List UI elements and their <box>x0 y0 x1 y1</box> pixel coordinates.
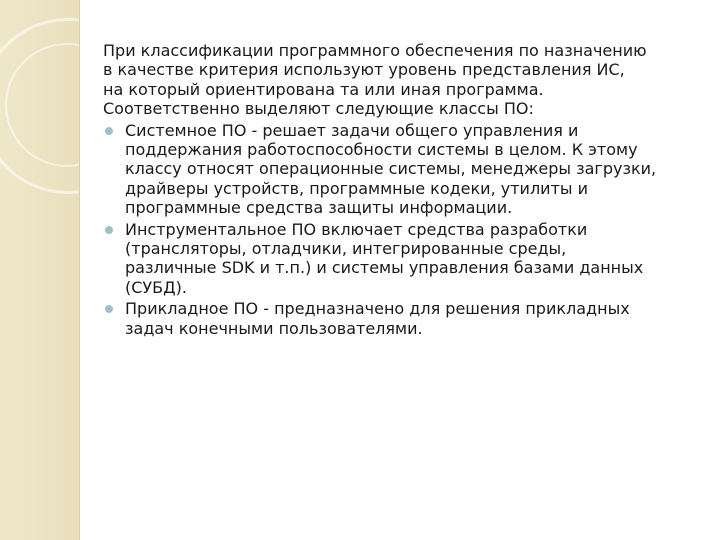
slide-body <box>103 41 693 338</box>
intro-line: Соответственно выделяют следующие классы ПО: <box>103 99 534 119</box>
intro-line: на который ориентирована та или иная программа. <box>103 79 544 99</box>
bullet-line: драйверы устройств, программные кодеки, утилиты и <box>125 178 588 198</box>
bullet-line: поддержания работоспособности системы в целом. К этому <box>125 140 638 160</box>
bullet-line: Системное ПО - решает задачи общего управления и <box>125 120 579 140</box>
decorative-side-panel <box>0 0 80 540</box>
intro-line: При классификации программного обеспечения по назначению <box>103 41 647 60</box>
bullet-line: задач конечными пользователями. <box>125 318 423 338</box>
bullet-line: классу относят операционные системы, менеджеры загрузки, <box>125 159 657 179</box>
bullet-line: различные SDK и т.п.) и системы управления базами данных <box>125 258 644 278</box>
bullet-line: (СУБД). <box>125 277 187 297</box>
intro-line: в качестве критерия используют уровень представления ИС, <box>103 60 625 80</box>
bullet-item-system-software <box>103 121 693 218</box>
bullet-dot-icon <box>105 226 113 234</box>
bullet-line: (трансляторы, отладчики, интегрированные среды, <box>125 239 567 259</box>
bullet-item-tool-software <box>103 220 693 298</box>
bullet-dot-icon <box>105 305 113 313</box>
bullet-dot-icon <box>105 127 113 135</box>
intro-paragraph <box>103 41 693 119</box>
bullet-line: Инструментальное ПО включает средства разработки <box>125 219 588 239</box>
bullet-line: программные средства защиты информации. <box>125 198 513 218</box>
bullet-line: Прикладное ПО - предназначено для решения прикладных <box>125 299 630 319</box>
bullet-item-application-software <box>103 299 693 338</box>
